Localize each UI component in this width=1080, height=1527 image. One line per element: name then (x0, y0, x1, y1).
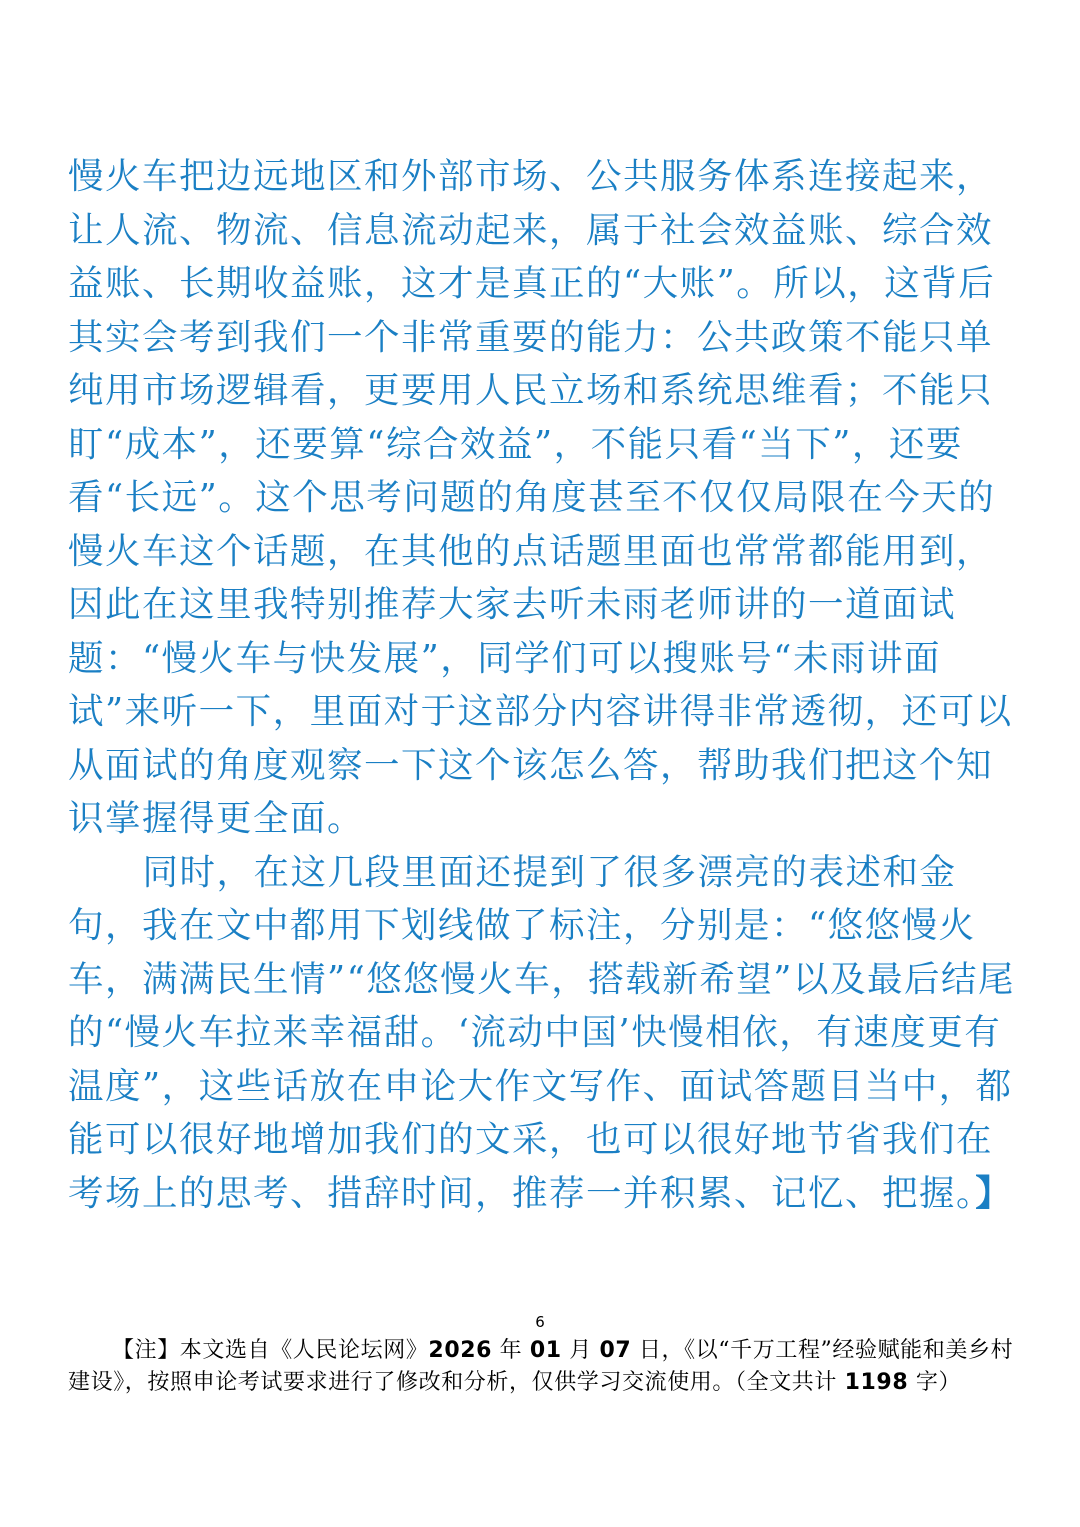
note-rest: 日，《以“千万工程”经验赋能和美乡村建设》，按照申论考试要求进行了修改和分析，仅供学习交流使用。（全文共计 (68, 1338, 1014, 1395)
note-label: 【注】本文选自《人民论坛网》 (112, 1338, 429, 1363)
note-year: 2026 (428, 1338, 493, 1363)
note-end: 字） (908, 1370, 962, 1395)
source-note (68, 1335, 1018, 1399)
note-month-unit: 月 (561, 1338, 600, 1363)
paragraph-2-text: 同时，在这几段里面还提到了很多漂亮的表述和金句，我在文中都用下划线做了标注，分别是：“悠悠慢火车，满满民生情”“悠悠慢火车，搭载新希望”以及最后结尾的“慢火车拉来幸福甜。‘流动中国’快慢相依，有速度更有温度”，这些话放在申论大作文写作、面试答题目当中，都能可以很好地增加我们的文采，也可以很好地节省我们在考场上的思考、措辞时间，推荐一并积累、记忆、把握。 (68, 851, 1015, 1214)
main-text-block (68, 150, 1028, 1220)
paragraph-1: 慢火车把边远地区和外部市场、公共服务体系连接起来，让人流、物流、信息流动起来，属于社会效益账、综合效益账、长期收益账，这才是真正的“大账”。所以，这背后其实会考到我们一个非常重要的能力：公共政策不能只单纯用市场逻辑看，更要用人民立场和系统思维看；不能只盯“成本”，还要算“综合效益”，不能只看“当下”，还要看“长远”。这个思考问题的角度甚至不仅仅局限在今天的慢火车这个话题，在其他的点话题里面也常常都能用到，因此在这里我特别推荐大家去听未雨老师讲的一道面试题：“慢火车与快发展”，同学们可以搜账号“未雨讲面试”来听一下，里面对于这部分内容讲得非常透彻，还可以从面试的角度观察一下这个该怎么答，帮助我们把这个知识掌握得更全面。 (68, 156, 1013, 839)
closing-bracket: 】 (975, 1172, 1013, 1214)
paragraph-2 (68, 846, 1028, 1221)
note-month: 01 (529, 1338, 562, 1363)
note-day: 07 (599, 1338, 632, 1363)
note-word-count: 1198 (844, 1370, 909, 1395)
page-number: 6 (535, 1313, 545, 1331)
note-year-unit: 年 (492, 1338, 530, 1363)
